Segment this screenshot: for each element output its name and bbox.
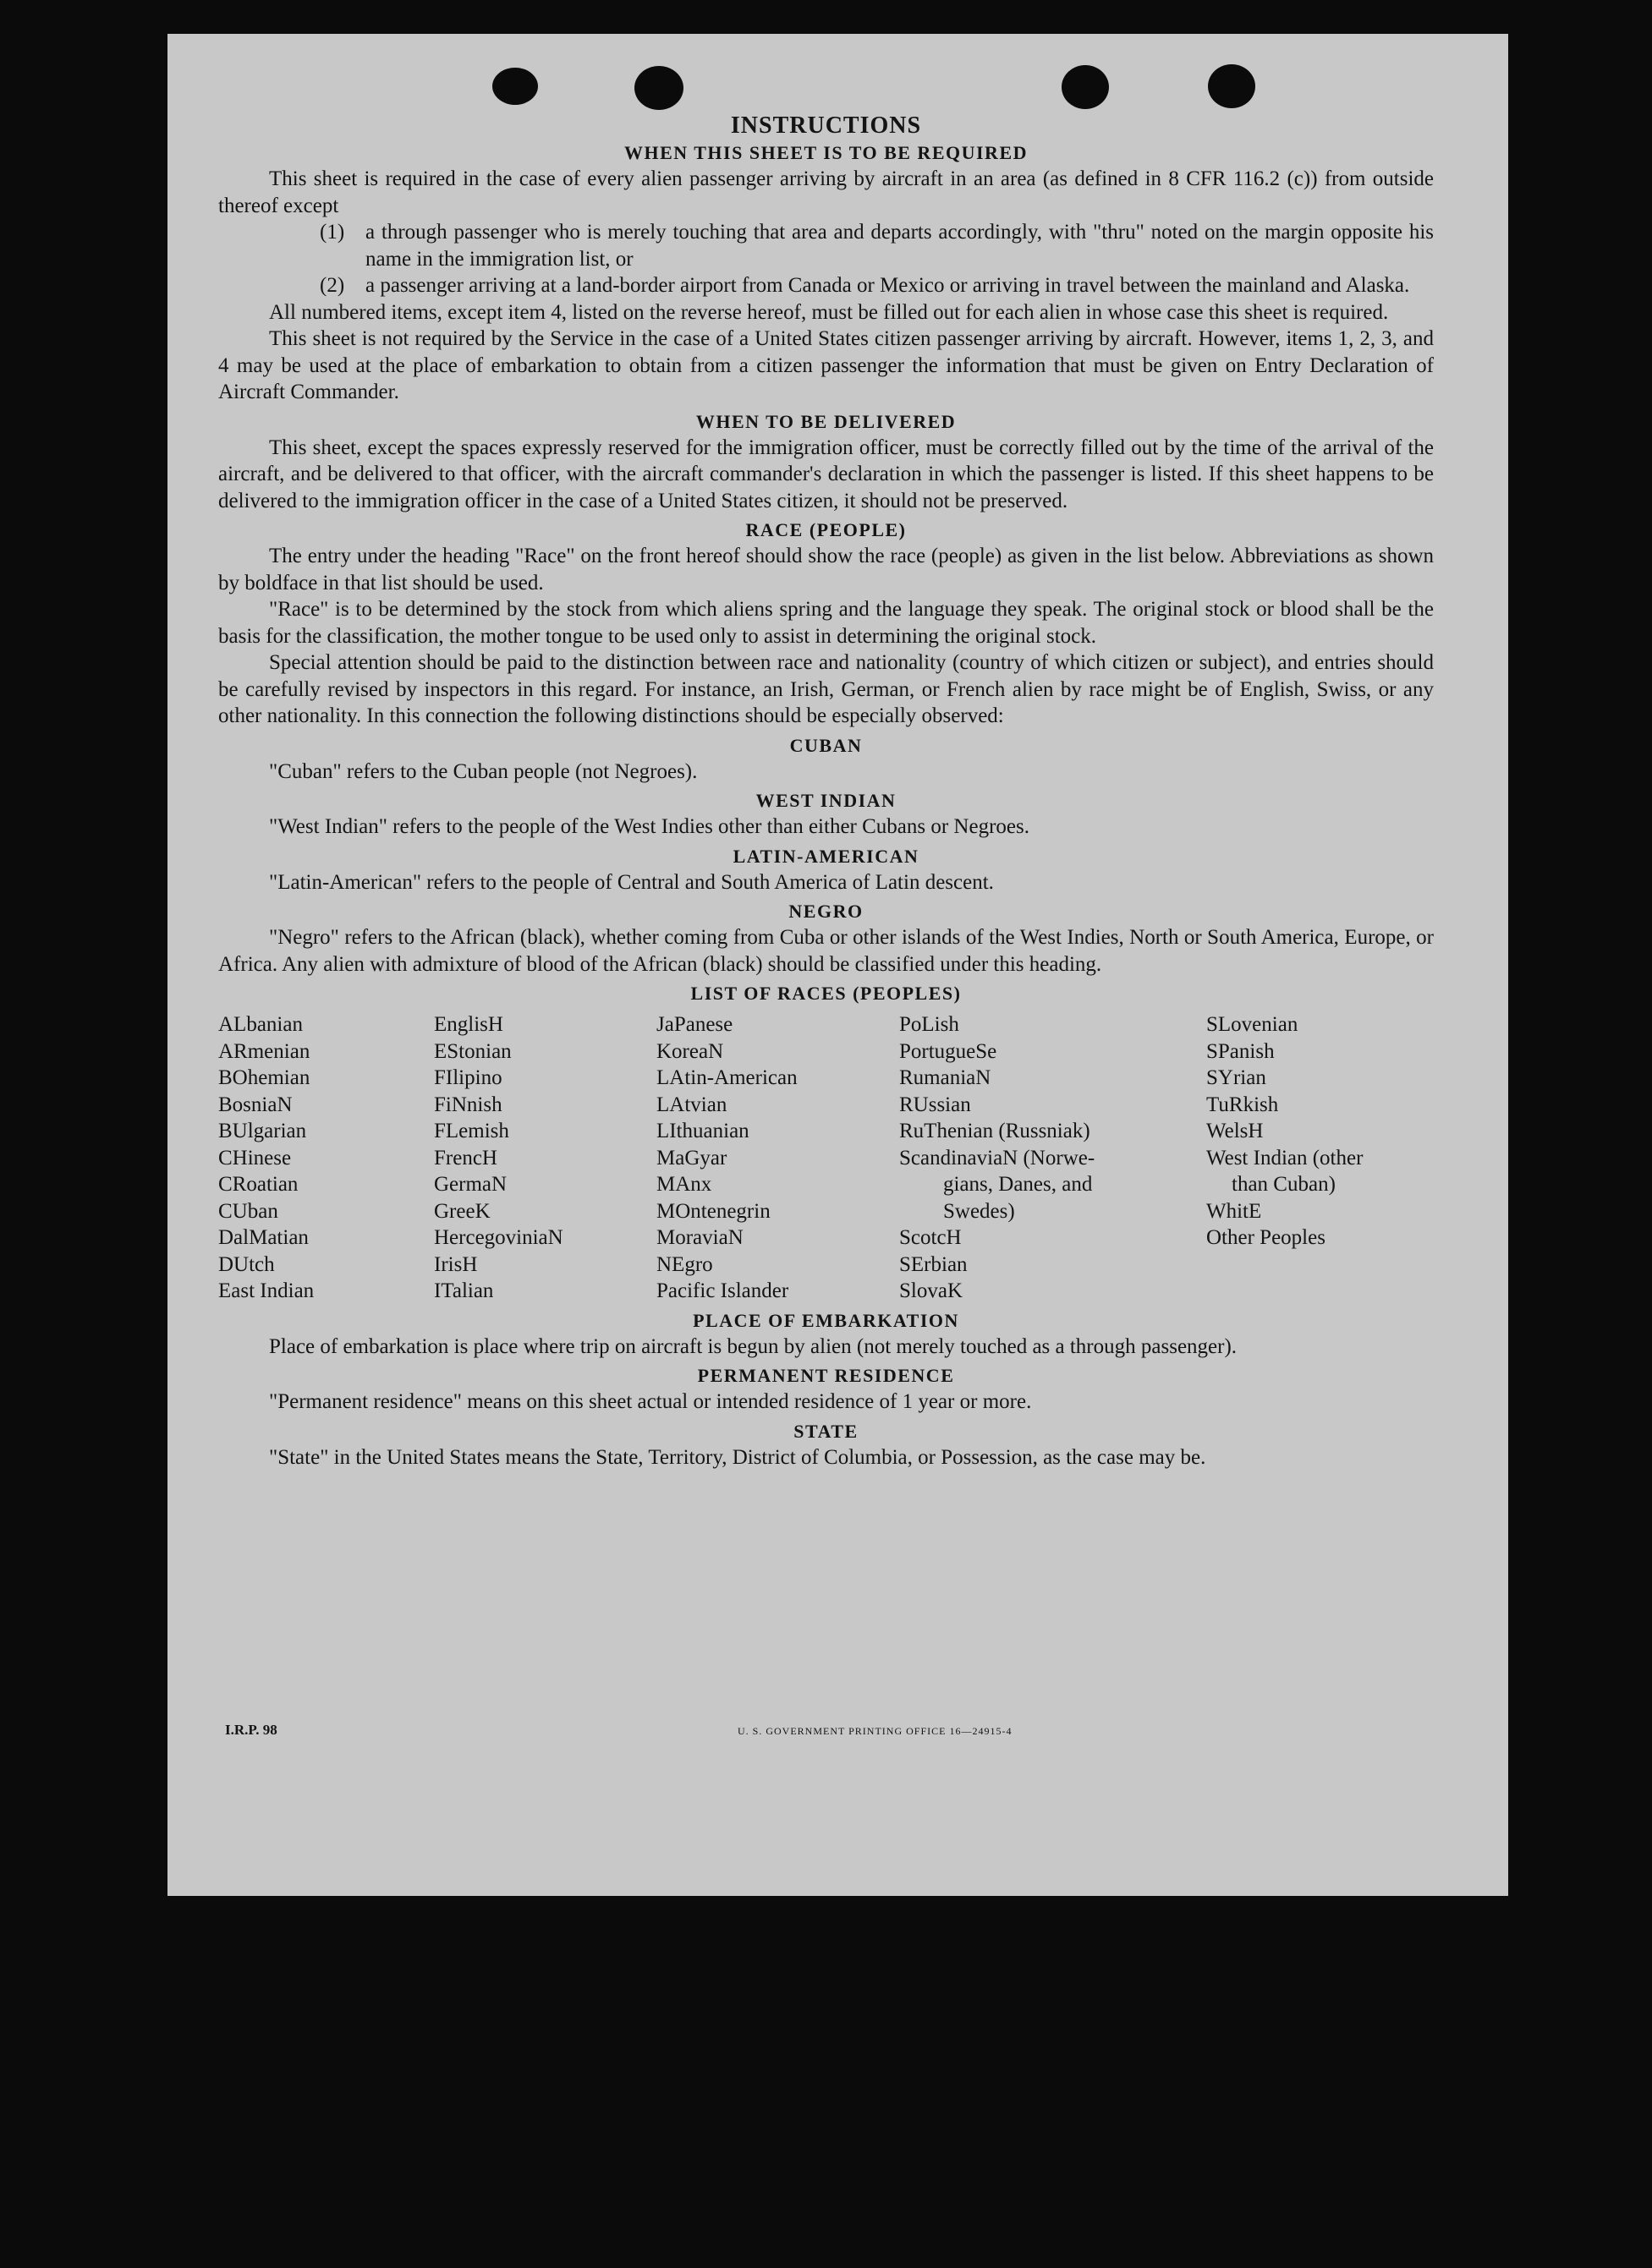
- race-entry: SErbian: [899, 1252, 968, 1276]
- paragraph: "Race" is to be determined by the stock from which aliens spring and the language they speak. The original stock or blood shall be the basis for the classification, the mother tongue to be used only to assist in determining the original stock.: [218, 598, 1434, 648]
- race-entry: EStonian: [434, 1039, 512, 1063]
- race-entry: MAnx: [656, 1173, 712, 1196]
- section-heading: WHEN THIS SHEET IS TO BE REQUIRED: [623, 142, 1029, 163]
- race-column: [434, 1011, 656, 1305]
- race-entry: RumaniaN: [899, 1066, 991, 1089]
- race-entry: BUlgarian: [218, 1120, 307, 1142]
- section-heading: PERMANENT RESIDENCE: [697, 1365, 955, 1386]
- paragraph: This sheet is not required by the Service in the case of a United States citizen passenger arriving by aircraft. However, items 1, 2, 3, and 4 may be used at the place of embarkation to obtain from a citizen passenger the information that must be given on Entry Declaration of Aircraft Commander.: [218, 327, 1434, 403]
- item-number: (1): [320, 221, 345, 244]
- section-heading: PLACE OF EMBARKATION: [693, 1309, 959, 1331]
- paragraph: The entry under the heading "Race" on the front hereof should show the race (people) as given in the list below. Abbreviations as shown by boldface in that list should be used.: [218, 545, 1434, 594]
- race-entry: gians, Danes, and: [943, 1173, 1093, 1196]
- race-entry: HercegoviniaN: [434, 1226, 563, 1249]
- race-entry: JaPanese: [656, 1013, 733, 1036]
- race-entry: GreeK: [434, 1199, 491, 1223]
- race-entry: RuThenian (Russniak): [899, 1120, 1090, 1142]
- race-entry: NEgro: [656, 1252, 713, 1276]
- race-entry: LAtin-American: [656, 1066, 798, 1089]
- race-entry: ARmenian: [218, 1039, 310, 1063]
- race-entry: ScandinaviaN (Norwe-: [899, 1146, 1095, 1170]
- race-entry: IrisH: [434, 1252, 478, 1276]
- race-entry: CHinese: [218, 1146, 292, 1170]
- race-entry: CRoatian: [218, 1173, 299, 1196]
- race-entry: EnglisH: [434, 1013, 503, 1036]
- race-column: [218, 1011, 434, 1305]
- section-heading: NEGRO: [788, 901, 864, 922]
- paragraph: Special attention should be paid to the distinction between race and nationality (country of which citizen or subject), and entries should be carefully revised by inspectors in this regard. For instance, an Irish, German, or French alien by race might be of English, Swiss, or any other nationality. In this connection the following distinctions should be especially observed:: [218, 651, 1434, 727]
- section-heading: CUBAN: [789, 734, 863, 756]
- race-column: [899, 1011, 1206, 1305]
- paragraph: "Negro" refers to the African (black), whether coming from Cuba or other islands of the West Indies, North or South America, Europe, or Africa. Any alien with admixture of blood of the African (black) should be classified under this heading.: [218, 926, 1434, 976]
- item-text: a passenger arriving at a land-border airport from Canada or Mexico or arriving in travel between the mainland and Alaska.: [365, 274, 1410, 297]
- paragraph: "Cuban" refers to the Cuban people (not Negroes).: [269, 759, 698, 783]
- race-column: [1206, 1011, 1434, 1305]
- race-entry: DalMatian: [218, 1226, 309, 1249]
- race-entry: GermaN: [434, 1173, 508, 1196]
- race-entry: MOntenegrin: [656, 1199, 771, 1223]
- exception-item: [320, 219, 1434, 272]
- printer-imprint: U. S. GOVERNMENT PRINTING OFFICE 16—24915-4: [738, 1725, 1013, 1737]
- race-column: [656, 1011, 899, 1305]
- race-entry: FIlipino: [434, 1066, 502, 1089]
- race-entry: SPanish: [1206, 1039, 1275, 1063]
- race-entry: LAtvian: [656, 1093, 727, 1116]
- race-entry: BOhemian: [218, 1066, 310, 1089]
- section-heading: STATE: [793, 1420, 859, 1442]
- race-entry: ScotcH: [899, 1226, 962, 1249]
- race-entry: WelsH: [1206, 1120, 1264, 1142]
- race-entry: MaGyar: [656, 1146, 727, 1170]
- punch-hole: [1208, 64, 1255, 108]
- race-entry: SlovaK: [899, 1279, 963, 1302]
- instruction-sheet: [167, 34, 1508, 1896]
- paragraph: This sheet is required in the case of every alien passenger arriving by aircraft in an area (as defined in 8 CFR 116.2 (c)) from outside thereof except: [218, 167, 1434, 217]
- race-entry: ALbanian: [218, 1013, 303, 1036]
- form-number: I.R.P. 98: [225, 1722, 277, 1738]
- race-entry: FrencH: [434, 1146, 497, 1170]
- race-entry: Other Peoples: [1206, 1226, 1325, 1249]
- race-entry: East Indian: [218, 1279, 315, 1302]
- punch-hole: [1062, 65, 1109, 109]
- item-number: (2): [320, 274, 345, 297]
- paragraph: "Permanent residence" means on this sheet actual or intended residence of 1 year or more.: [269, 1390, 1032, 1413]
- section-heading: WHEN TO BE DELIVERED: [695, 410, 957, 432]
- section-heading: LATIN-AMERICAN: [733, 845, 919, 867]
- paragraph: "West Indian" refers to the people of the West Indies other than either Cubans or Negroes.: [269, 815, 1029, 838]
- race-entry: than Cuban): [1232, 1173, 1336, 1196]
- race-entry: West Indian (other: [1206, 1146, 1364, 1170]
- section-heading: RACE (PEOPLE): [745, 519, 907, 540]
- race-entry: LIthuanian: [656, 1120, 749, 1142]
- race-entry: PortugueSe: [899, 1039, 997, 1063]
- punch-hole: [492, 68, 538, 105]
- paragraph: This sheet, except the spaces expressly reserved for the immigration officer, must be correctly filled out by the time of the arrival of the aircraft, and be delivered to that officer, with the aircraft commander's declaration in which the passenger is listed. If this sheet happens to be delivered to the immigration officer in the case of a United States citizen, it should not be preserved.: [218, 436, 1434, 512]
- paragraph: "State" in the United States means the State, Territory, District of Columbia, or Possession, as the case may be.: [269, 1445, 1206, 1469]
- race-entry: WhitE: [1206, 1199, 1262, 1223]
- paragraph: "Latin-American" refers to the people of Central and South America of Latin descent.: [269, 870, 994, 894]
- race-entry: SYrian: [1206, 1066, 1266, 1089]
- race-entry: PoLish: [899, 1013, 959, 1036]
- race-entry: TuRkish: [1206, 1093, 1279, 1116]
- paragraph: Place of embarkation is place where trip on aircraft is begun by alien (not merely touched as a through passenger).: [269, 1334, 1238, 1358]
- race-entry: ITalian: [434, 1279, 494, 1302]
- race-entry: FLemish: [434, 1120, 509, 1142]
- race-entry: KoreaN: [656, 1039, 724, 1063]
- item-text: a through passenger who is merely touching that area and departs accordingly, with "thru" noted on the margin opposite his name in the immigration list, or: [365, 221, 1434, 271]
- punch-hole: [634, 66, 683, 110]
- race-entry: DUtch: [218, 1252, 275, 1276]
- race-list: [218, 1011, 1434, 1305]
- race-entry: SLovenian: [1206, 1013, 1298, 1036]
- race-entry: CUban: [218, 1199, 278, 1223]
- race-entry: RUssian: [899, 1093, 971, 1116]
- section-heading: WEST INDIAN: [755, 790, 897, 811]
- race-entry: BosniaN: [218, 1093, 293, 1116]
- race-entry: Swedes): [943, 1199, 1015, 1223]
- race-entry: FiNnish: [434, 1093, 502, 1116]
- section-heading: LIST OF RACES (PEOPLES): [690, 983, 962, 1004]
- exception-item: [320, 272, 1434, 299]
- page-title: INSTRUCTIONS: [730, 112, 922, 139]
- race-entry: Pacific Islander: [656, 1279, 789, 1302]
- race-entry: MoraviaN: [656, 1226, 744, 1249]
- paragraph: All numbered items, except item 4, listed on the reverse hereof, must be filled out for each alien in whose case this sheet is required.: [269, 300, 1389, 324]
